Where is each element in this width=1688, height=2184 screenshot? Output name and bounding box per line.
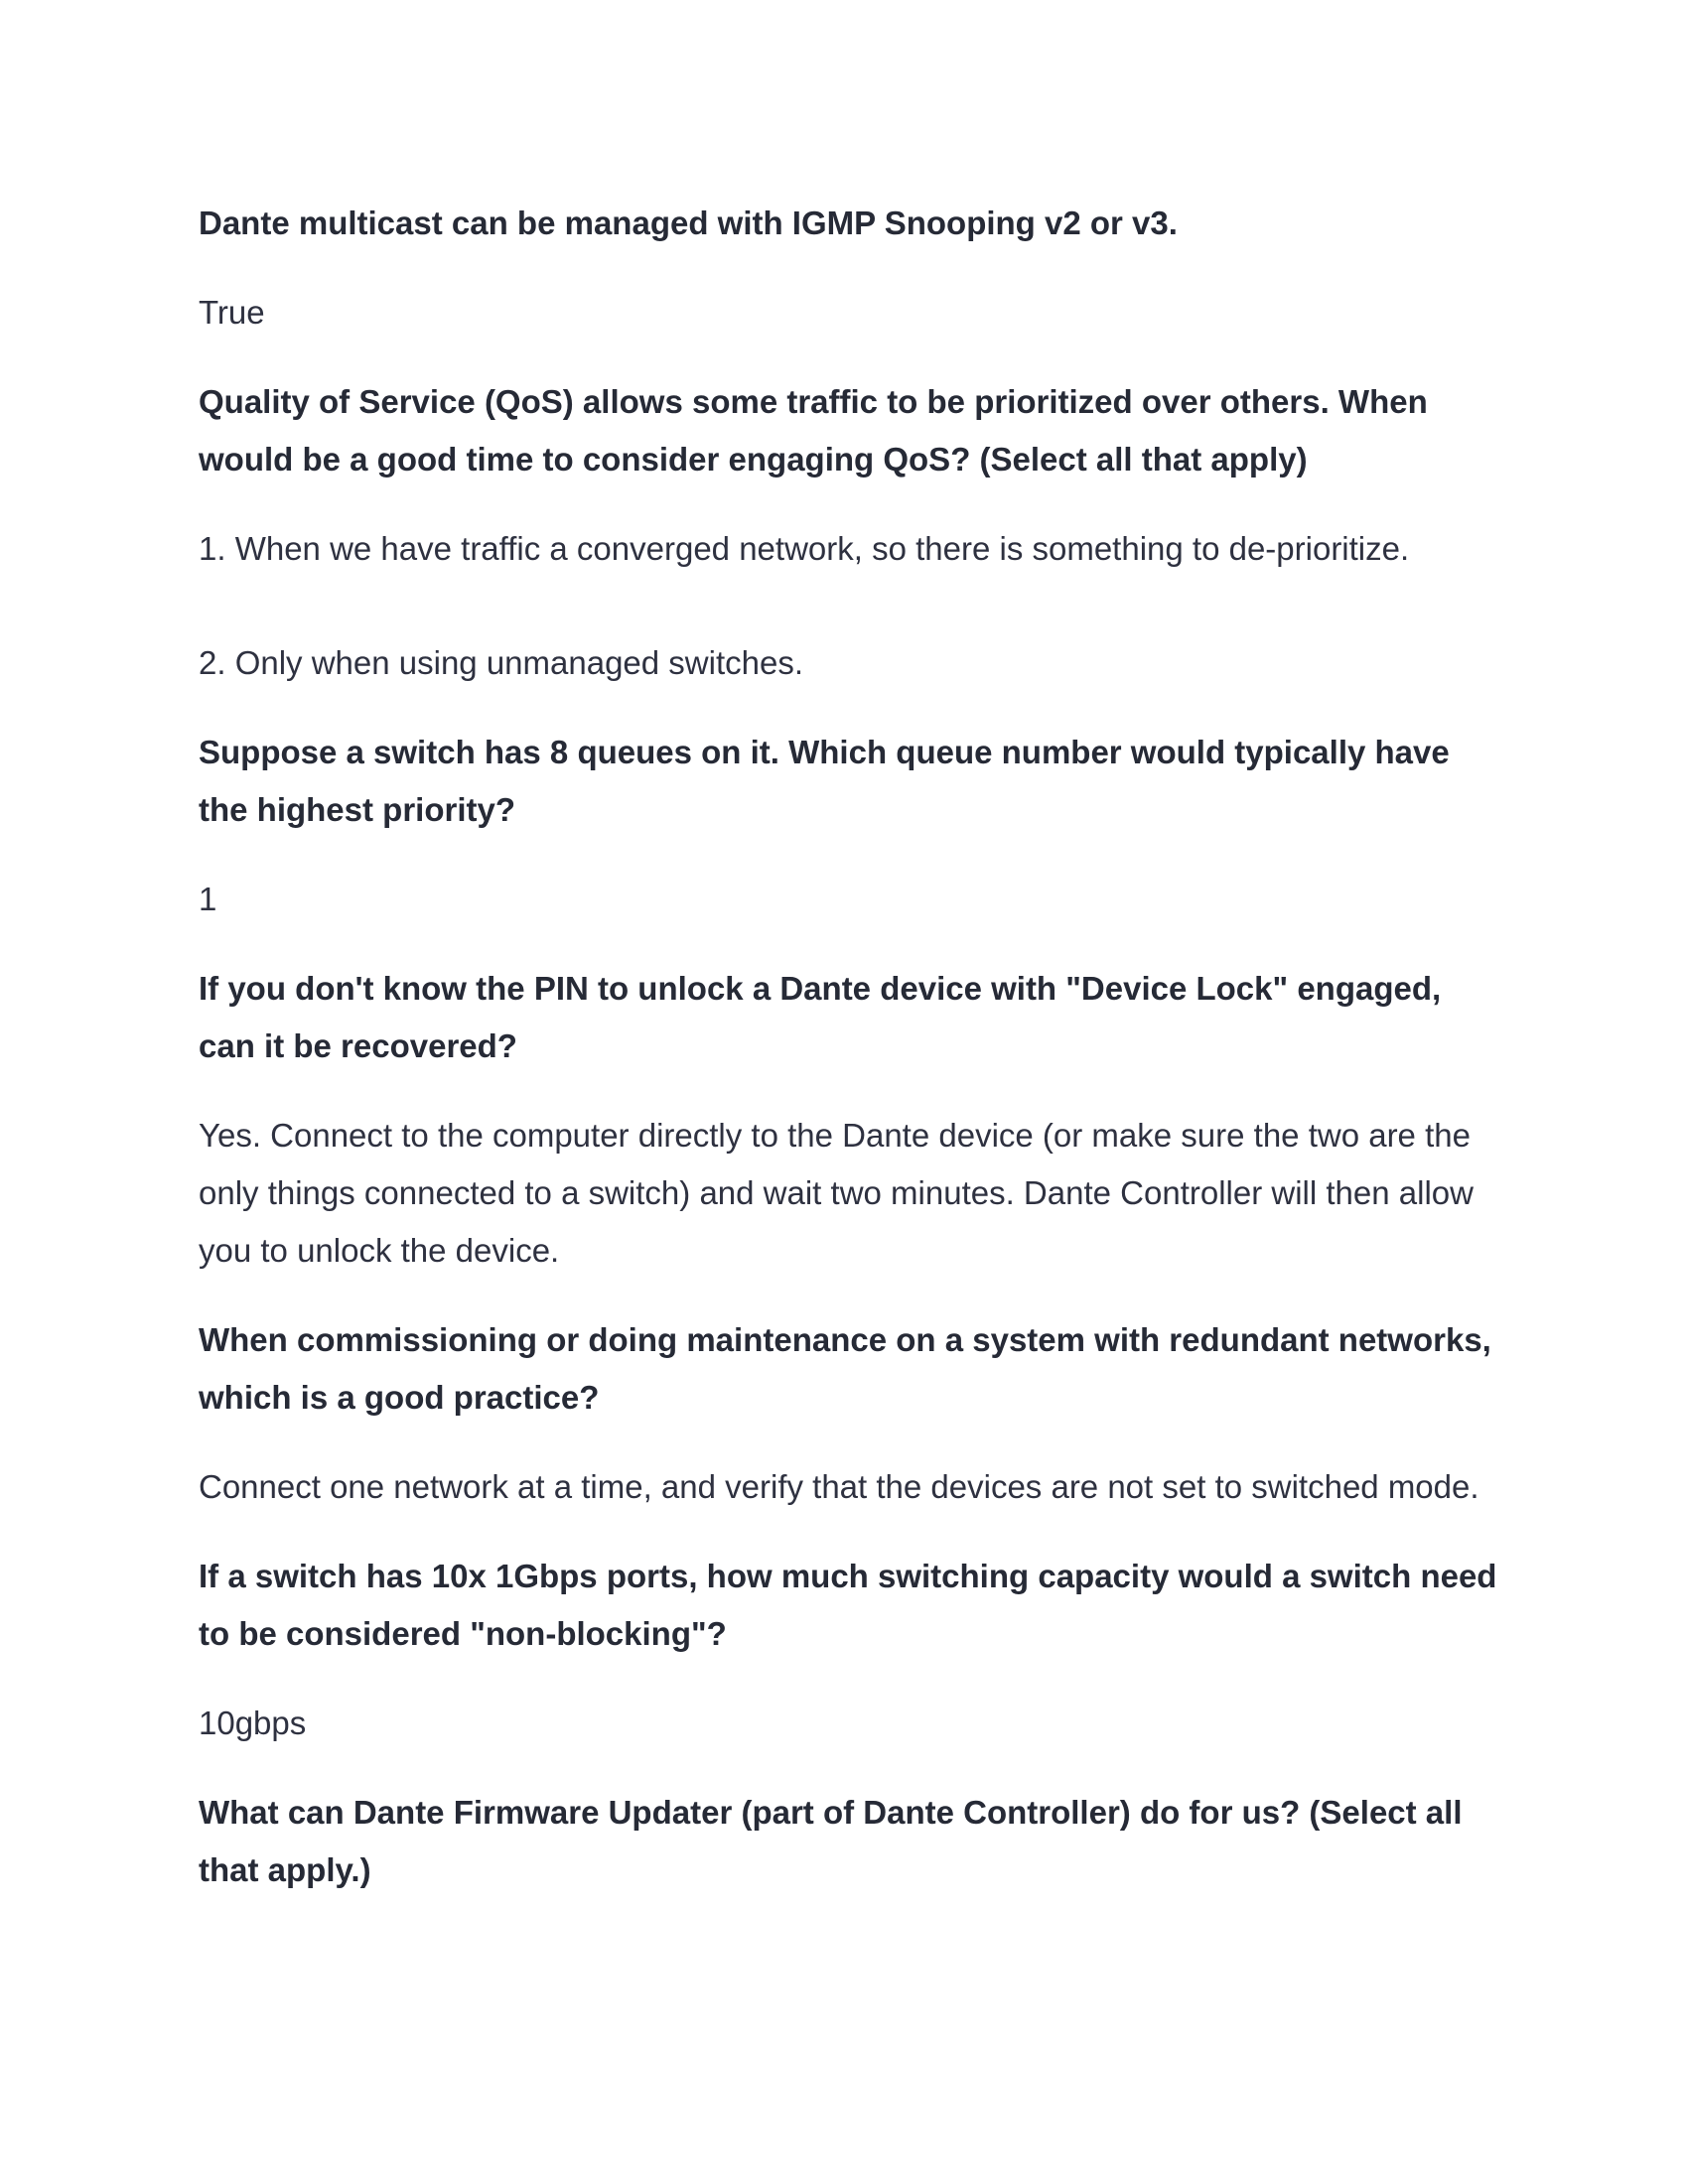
question-2: Quality of Service (QoS) allows some traffic to be prioritized over others. When would be a good time to consider engaging QoS? (Select all that apply) [199,383,1428,478]
answer-6: 10gbps [199,1705,307,1741]
question-7: What can Dante Firmware Updater (part of Dante Controller) do for us? (Select all that apply.) [199,1794,1463,1888]
answer-5: Connect one network at a time, and verify that the devices are not set to switched mode. [199,1468,1479,1505]
answer-3: 1 [199,881,217,917]
answer-1: True [199,294,265,331]
document-page [199,195,1499,1931]
question-5: When commissioning or doing maintenance on a system with redundant networks, which is a good practice? [199,1321,1491,1416]
option-2-1: 1. When we have traffic a converged network, so there is something to de-prioritize. [199,530,1410,567]
question-1: Dante multicast can be managed with IGMP Snooping v2 or v3. [199,205,1178,241]
question-6: If a switch has 10x 1Gbps ports, how much switching capacity would a switch need to be considered "non-blocking"? [199,1558,1497,1652]
option-2-2: 2. Only when using unmanaged switches. [199,644,804,681]
answer-4: Yes. Connect to the computer directly to the Dante device (or make sure the two are the only things connected to a switch) and wait two minutes. Dante Controller will then allow you to unlock the device. [199,1117,1474,1269]
question-3: Suppose a switch has 8 queues on it. Which queue number would typically have the highest priority? [199,734,1450,828]
question-4: If you don't know the PIN to unlock a Dante device with "Device Lock" engaged, can it be recovered? [199,970,1442,1064]
